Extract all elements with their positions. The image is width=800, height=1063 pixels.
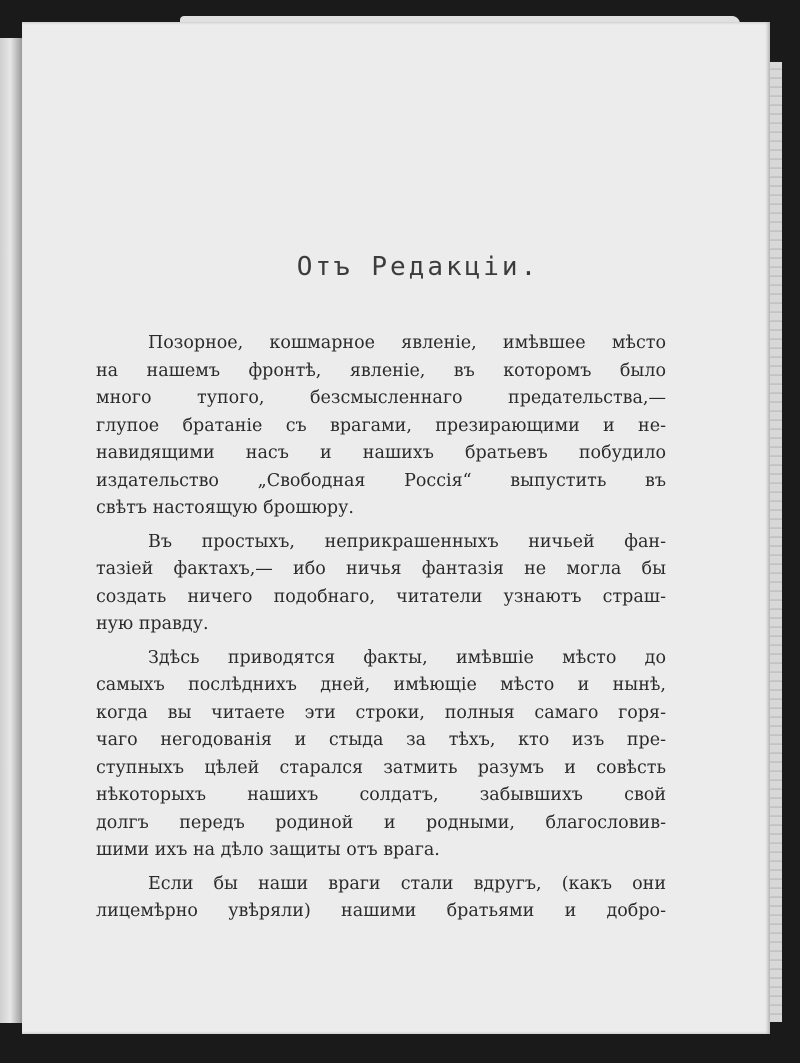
text-line: тазіей фактахъ,— ибо ничья фантазія не могла бы <box>96 559 666 579</box>
text-line: свѣтъ настоящую брошюру. <box>96 498 354 518</box>
paragraph <box>96 645 666 865</box>
text-line: издательство „Свободная Россія“ выпустить въ <box>96 470 666 491</box>
text-line: долгъ передъ родиной и родными, благословив- <box>96 812 666 833</box>
text-line: Позорное, кошмарное явленіе, имѣвшее мѣсто <box>148 333 666 353</box>
text-line: на нашемъ фронтѣ, явленіе, въ которомъ было <box>96 360 666 381</box>
text-line: Въ простыхъ, неприкрашенныхъ ничьей фан- <box>148 531 666 552</box>
text-line: много тупого, безсмысленнаго предательства,— <box>96 388 666 408</box>
text-line: когда вы читаете эти строки, полныя самаго горя- <box>96 702 666 723</box>
text-line: навидящими насъ и нашихъ братьевъ побудило <box>96 443 666 463</box>
paragraph <box>96 330 666 523</box>
text-line: шими ихъ на дѣло защиты отъ врага. <box>96 840 440 860</box>
text-line: создать ничего подобнаго, читатели узнаютъ страш- <box>96 586 666 607</box>
text-line: ную правду. <box>96 614 209 634</box>
page-heading: Отъ Редакціи. <box>296 252 540 282</box>
text-line: Если бы наши враги стали вдругъ, (какъ они <box>148 873 666 894</box>
text-line: ступныхъ цѣлей старался затмить разумъ и совѣсть <box>96 757 666 778</box>
text-line: глупое братаніе съ врагами, презирающими и не- <box>96 415 666 436</box>
text-line: Здѣсь приводятся факты, имѣвшіе мѣсто до <box>148 647 666 668</box>
page-body <box>96 330 666 932</box>
paragraph <box>96 529 666 639</box>
text-line: чаго негодованія и стыда за тѣхъ, кто изъ пре- <box>96 730 666 750</box>
text-line: нѣкоторыхъ нашихъ солдатъ, забывшихъ свой <box>96 785 666 805</box>
text-line: самыхъ послѣднихъ дней, имѣющіе мѣсто и нынѣ, <box>96 675 666 695</box>
paragraph <box>96 871 666 926</box>
text-line: лицемѣрно увѣряли) нашими братьями и добро- <box>96 901 666 921</box>
